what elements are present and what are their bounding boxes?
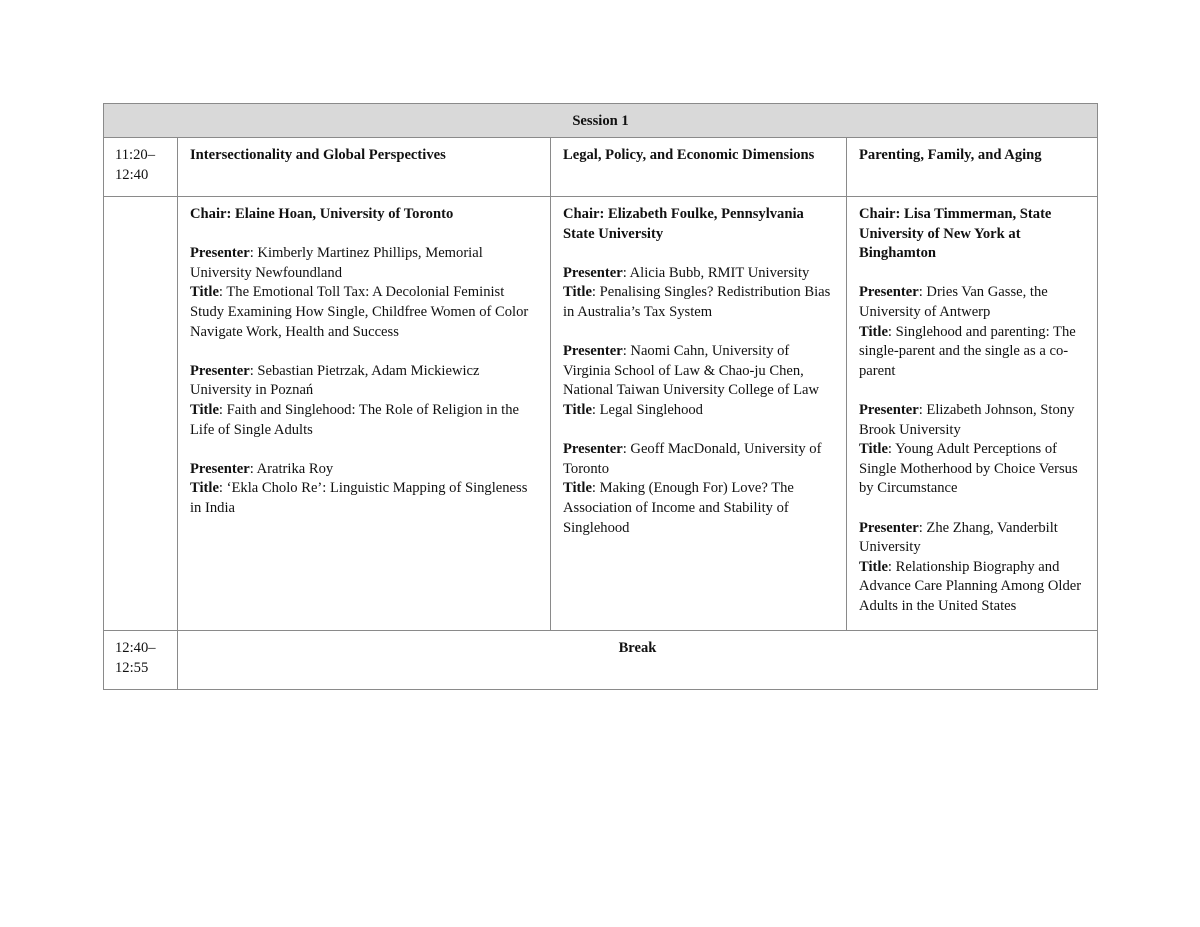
break-row — [104, 631, 1098, 690]
empty-time-cell — [104, 197, 178, 631]
talk-entry — [859, 401, 1087, 499]
talk-title — [859, 558, 1087, 617]
talk-entry — [859, 283, 1087, 381]
track-title-intersectionality: Intersectionality and Global Perspectives — [178, 138, 551, 197]
track-title-legal-policy: Legal, Policy, and Economic Dimensions — [551, 138, 847, 197]
chair-name: Chair: Elaine Hoan, University of Toronto — [190, 206, 454, 222]
talk-entry — [563, 342, 836, 420]
schedule-table — [103, 103, 1098, 690]
presenter-label: Presenter — [563, 264, 623, 281]
talk-presenter — [563, 440, 836, 479]
break-label: Break — [178, 631, 1098, 690]
track-title-parenting: Parenting, Family, and Aging — [847, 138, 1098, 197]
title-text: : ‘Ekla Cholo Re’: Linguistic Mapping of Singleness in India — [190, 480, 528, 516]
track-content-row — [104, 197, 1098, 631]
presenter-text: : Naomi Cahn, University of Virginia School of Law & Chao-ju Chen, National Taiwan University College of Law — [563, 343, 820, 399]
talk-title — [563, 479, 836, 538]
title-label: Title — [563, 284, 592, 301]
title-text: : Penalising Singles? Redistribution Bias in Australia’s Tax System — [563, 284, 831, 320]
talk-entry — [190, 460, 540, 519]
talk-title — [190, 283, 540, 342]
presenter-text: : Dries Van Gasse, the University of Antwerp — [859, 284, 1048, 320]
presenter-text: : Elizabeth Johnson, Stony Brook University — [859, 401, 1075, 438]
title-label: Title — [563, 401, 592, 418]
title-label: Title — [859, 323, 888, 340]
title-label: Title — [190, 401, 219, 418]
chair-name: Chair: Lisa Timmerman, State University of New York at Binghamton — [859, 206, 1052, 262]
talk-title — [859, 440, 1087, 499]
talk-presenter — [190, 362, 540, 401]
title-label: Title — [859, 558, 888, 575]
presenter-label: Presenter — [859, 284, 919, 301]
talk-entry — [190, 362, 540, 440]
time-cell-break — [104, 631, 178, 690]
presenter-label: Presenter — [190, 460, 250, 477]
time-end: 12:40 — [115, 166, 149, 183]
presenter-text: : Geoff MacDonald, University of Toronto — [563, 441, 822, 477]
session-title-cell — [104, 104, 1098, 138]
talk-title — [859, 323, 1087, 382]
talk-entry — [859, 519, 1087, 617]
title-text: : Young Adult Perceptions of Single Motherhood by Choice Versus by Circumstance — [859, 441, 1078, 497]
presenter-label: Presenter — [563, 343, 623, 360]
talk-title — [190, 479, 540, 518]
presenter-label: Presenter — [859, 401, 919, 418]
presenter-text: : Sebastian Pietrzak, Adam Mickiewicz University in Poznań — [190, 362, 480, 399]
talk-title — [563, 401, 836, 421]
track-content-intersectionality — [178, 197, 551, 631]
session-title: Session 1 — [572, 112, 629, 129]
title-label: Title — [190, 284, 219, 301]
talk-title — [190, 401, 540, 440]
time-start: 12:40– — [115, 640, 156, 656]
talk-presenter — [190, 244, 540, 283]
talk-presenter — [563, 264, 836, 284]
talk-title — [563, 283, 836, 322]
session-header-row — [104, 104, 1098, 138]
title-text: : Legal Singlehood — [591, 401, 703, 418]
talk-entry — [190, 244, 540, 342]
presenter-label: Presenter — [190, 245, 250, 262]
time-end: 12:55 — [115, 659, 149, 676]
presenter-text: : Aratrika Roy — [249, 460, 334, 477]
title-text: : Singlehood and parenting: The single-parent and the single as a co-parent — [859, 323, 1076, 379]
track-header-row — [104, 138, 1098, 197]
title-text: : Faith and Singlehood: The Role of Religion in the Life of Single Adults — [190, 401, 520, 438]
presenter-text: : Alicia Bubb, RMIT University — [622, 264, 810, 281]
track-content-parenting — [847, 197, 1098, 631]
presenter-text: : Kimberly Martinez Phillips, Memorial University Newfoundland — [190, 245, 483, 281]
title-label: Title — [190, 480, 219, 497]
presenter-label: Presenter — [859, 519, 919, 536]
talk-presenter — [859, 519, 1087, 558]
presenter-text: : Zhe Zhang, Vanderbilt University — [859, 519, 1058, 556]
talk-presenter — [563, 342, 836, 401]
presenter-label: Presenter — [563, 441, 623, 458]
title-text: : Relationship Biography and Advance Care Planning Among Older Adults in the United States — [859, 558, 1082, 614]
title-text: : The Emotional Toll Tax: A Decolonial Feminist Study Examining How Single, Childfree Women of Color Navigate Work, Health and Success — [190, 284, 529, 340]
talk-presenter — [859, 283, 1087, 322]
talk-presenter — [859, 401, 1087, 440]
talk-presenter — [190, 460, 540, 480]
talk-entry — [563, 264, 836, 323]
chair-name: Chair: Elizabeth Foulke, Pennsylvania State University — [563, 206, 804, 242]
title-text: : Making (Enough For) Love? The Association of Income and Stability of Singlehood — [563, 480, 794, 536]
track-content-legal-policy — [551, 197, 847, 631]
title-label: Title — [563, 480, 592, 497]
time-cell-slot1 — [104, 138, 178, 197]
talk-entry — [563, 440, 836, 538]
time-start: 11:20– — [115, 147, 155, 163]
presenter-label: Presenter — [190, 362, 250, 379]
title-label: Title — [859, 441, 888, 458]
